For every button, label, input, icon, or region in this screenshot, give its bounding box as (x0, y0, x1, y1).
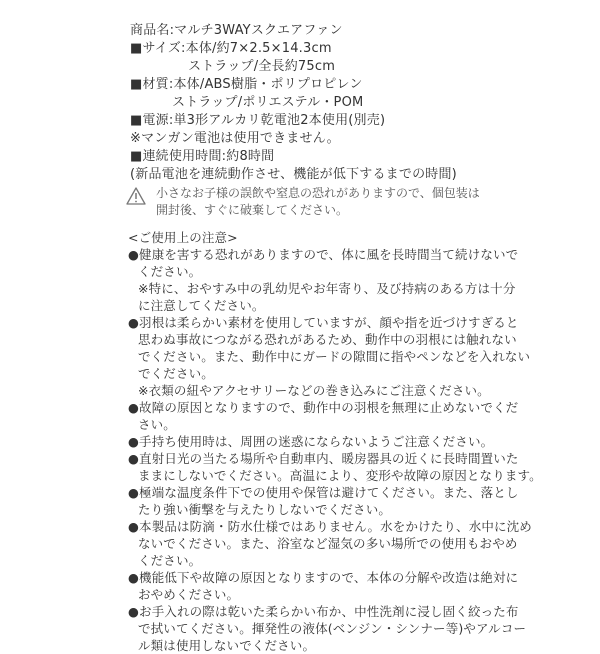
note-line: でください。また、動作中にガードの隙間に指やペンなどを入れない (138, 349, 531, 364)
note-line: ください。 (138, 553, 202, 568)
notes-heading: <ご使用上の注意> (128, 230, 238, 245)
note-line: に注意してください。 (138, 298, 265, 313)
note-line: ないでください。また、浴室など湿気の多い場所での使用もおやめ (138, 536, 518, 551)
note-line: ままにしないでください。高温により、変形や故障の原因となります。 (138, 468, 542, 483)
product-name: 商品名:マルチ3WAYスクエアファン (130, 23, 343, 38)
note-line: でください。 (138, 366, 214, 381)
strap-material-line: ストラップ/ポリエステル・POM (172, 95, 364, 110)
warning-text-line: 小さなお子様の誤飲や窒息の恐れがありますので、個包装は (156, 186, 480, 200)
warning-triangle-icon (126, 187, 146, 205)
note-line: たり強い衝撃を与えたりしないでください。 (138, 502, 392, 517)
runtime-note: (新品電池を連続動作させ、機能が低下するまでの時間) (130, 167, 457, 182)
usage-notes (128, 229, 542, 654)
material-line: ■材質:本体/ABS樹脂・ポリプロピレン (130, 77, 363, 92)
warning-text-line: 開封後、すぐに破棄してください。 (156, 203, 349, 217)
choking-warning (124, 185, 480, 225)
size-line: ■サイズ:本体/約7×2.5×14.3cm (130, 41, 332, 56)
note-line: ●お手入れの際は乾いた柔らかい布か、中性洗剤に浸し固く絞った布 (128, 604, 519, 619)
note-line: おやめください。 (138, 587, 240, 602)
note-line: ●直射日光の当たる場所や自動車内、暖房器具の近くに長時間置いた (128, 451, 519, 466)
note-line: ●故障の原因となりますので、動作中の羽根を無理に止めないでくだ (128, 400, 519, 415)
note-line: ●羽根は柔らかい素材を使用していますが、顔や指を近づけすぎると (128, 315, 519, 330)
note-line: さい。 (138, 417, 176, 432)
note-line: ※衣類の紐やアクセサリーなどの巻き込みにご注意ください。 (138, 383, 490, 398)
spec-block (130, 22, 457, 184)
note-line: ●本製品は防滴・防水仕様ではありません。水をかけたり、水中に沈め (128, 519, 532, 534)
note-line: ●健康を害する恐れがありますので、体に風を長時間当て続けないで (128, 247, 519, 262)
note-line: ル類は使用しないでください。 (138, 638, 316, 653)
note-line: で拭いてください。揮発性の液体(ベンジン・シンナー等)やアルコー (138, 621, 527, 636)
strap-size-line: ストラップ/全長約75cm (188, 59, 336, 74)
power-line: ■電源:単3形アルカリ乾電池2本使用(別売) (130, 113, 386, 128)
note-line: ●機能低下や故障の原因となりますので、本体の分解や改造は絶対に (128, 570, 519, 585)
note-line: ●手持ち使用時は、周囲の迷惑にならないようご注意ください。 (128, 434, 494, 449)
warning-text (156, 185, 480, 219)
note-line: 思わぬ事故につながる恐れがあるため、動作中の羽根には触れない (138, 332, 517, 347)
battery-note: ※マンガン電池は使用できません。 (130, 131, 340, 146)
runtime-line: ■連続使用時間:約8時間 (130, 149, 275, 164)
note-line: ●極端な温度条件下での使用や保管は避けてください。また、落とし (128, 485, 519, 500)
note-line: ください。 (138, 264, 202, 279)
note-line: ※特に、おやすみ中の乳幼児やお年寄り、及び持病のある方は十分 (138, 281, 516, 296)
